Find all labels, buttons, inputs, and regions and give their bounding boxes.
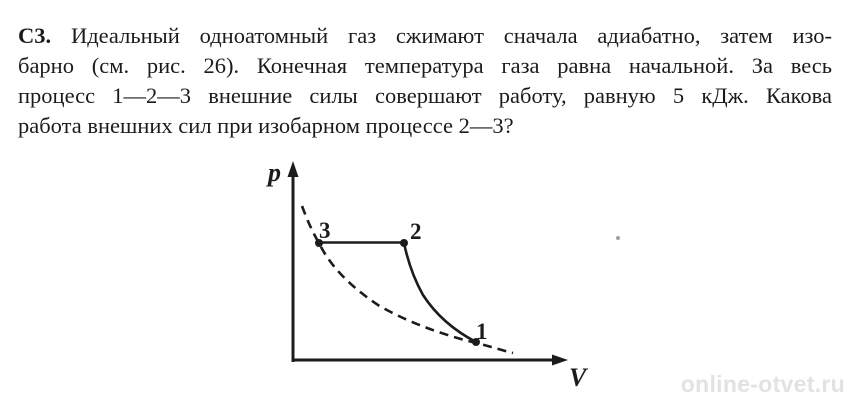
watermark: online-otvet.ru — [680, 371, 845, 397]
point-3-label: 3 — [319, 218, 331, 243]
adiabat-curve — [404, 243, 476, 342]
v-axis-label: V — [569, 363, 587, 392]
scan-artifact-dot — [616, 236, 620, 240]
point-2-dot — [400, 239, 408, 247]
problem-number: С3. — [18, 23, 52, 48]
p-axis-label: p — [268, 158, 281, 187]
v-axis — [292, 355, 569, 366]
point-2-label: 2 — [410, 219, 422, 244]
p-axis-arrow-icon — [288, 161, 299, 177]
p-axis — [288, 161, 299, 362]
problem-line-2: барно (см. рис. 26). Конечная температура газа равна начальной. За весь — [18, 53, 832, 78]
v-axis-arrow-icon — [552, 355, 568, 366]
point-1-label: 1 — [476, 319, 488, 344]
problem-line-3: процесс 1—2—3 внешние силы совершают работу, равную 5 кДж. Какова — [18, 83, 832, 108]
problem-line-4: работа внешних сил при изобарном процессе 2—3? — [18, 113, 514, 138]
problem-line-1-text: Идеальный одноатомный газ сжимают сначала адиабатно, затем изо- — [70, 23, 832, 48]
